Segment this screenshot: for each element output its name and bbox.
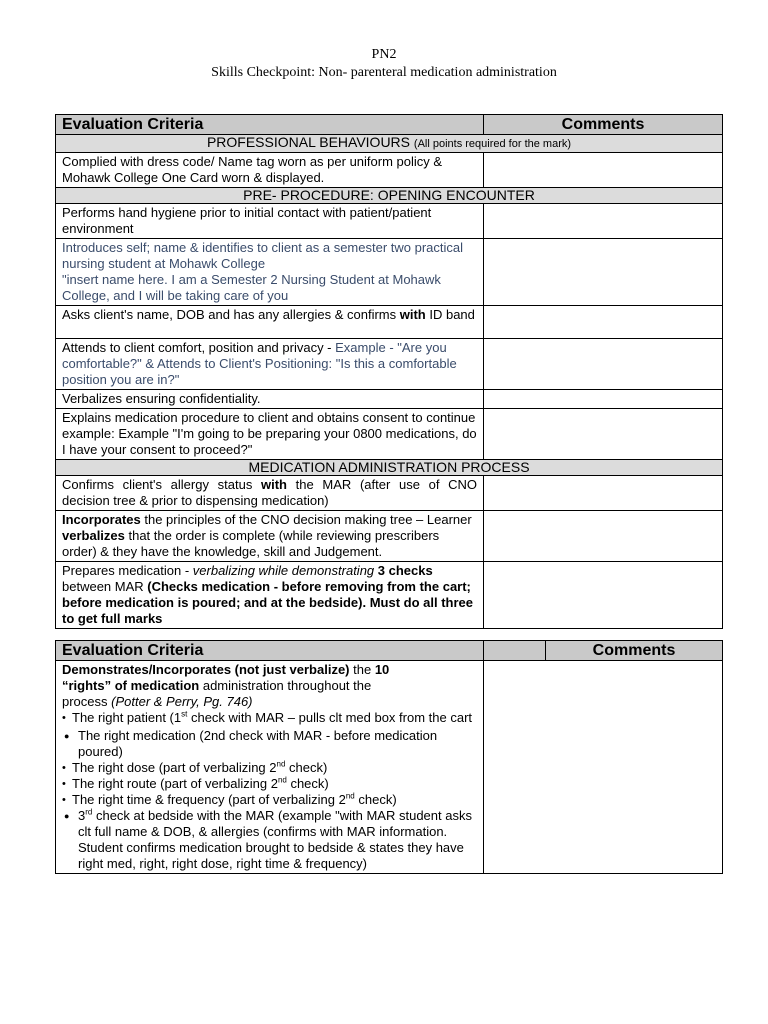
list-item <box>62 710 477 726</box>
table-header-row <box>56 641 723 661</box>
criteria-text: Introduces self; name & identifies to client as a semester two practical nursing student at Mohawk College <box>62 240 464 271</box>
emphasis-text: with <box>261 477 287 492</box>
comments-cell[interactable] <box>484 661 723 874</box>
emphasis-text: verbalizes <box>62 528 125 543</box>
column-header-comments: Comments <box>484 115 723 135</box>
column-header-comments: Comments <box>546 641 723 661</box>
section-note: (All points required for the mark) <box>413 138 572 150</box>
column-header-criteria: Evaluation Criteria <box>56 641 484 661</box>
criteria-text: ID band <box>425 307 475 322</box>
table-row <box>56 562 723 629</box>
comments-cell[interactable] <box>484 390 723 409</box>
rights-list <box>62 710 477 872</box>
table-row <box>56 661 723 874</box>
list-item-text: check) <box>286 776 329 791</box>
column-header-blank <box>484 641 546 661</box>
section-row <box>56 460 723 476</box>
evaluation-table-1 <box>55 114 723 629</box>
section-medication-administration: MEDICATION ADMINISTRATION PROCESS <box>56 460 723 476</box>
emphasis-text: Demonstrates/Incorporates (not just verbalize) <box>62 662 350 677</box>
criteria-text: Attends to client comfort, position and privacy - <box>62 340 336 355</box>
table-row <box>56 339 723 390</box>
document-title: Skills Checkpoint: Non- parenteral medication administration <box>211 65 557 80</box>
criteria-script-text: "insert name here. I am a Semester 2 Nursing Student at Mohawk College, and I will be taking care of you <box>62 272 441 303</box>
comments-cell[interactable] <box>484 511 723 562</box>
comments-cell[interactable] <box>484 562 723 629</box>
criteria-text: the MAR (after use of CNO decision tree & prior to dispensing medication) <box>62 477 478 508</box>
list-item-text: The right patient (1 <box>72 710 182 725</box>
criteria-text: between MAR <box>62 579 148 594</box>
table-row <box>56 511 723 562</box>
comments-cell[interactable] <box>484 306 723 339</box>
table-row <box>56 409 723 460</box>
section-professional-behaviours <box>56 135 723 153</box>
emphasis-text: (Checks medication - before removing from the cart; before medication is poured; and at the bedside). Must do all three to get full marks <box>62 579 473 626</box>
emphasis-text: Incorporates <box>62 512 141 527</box>
criteria-cell: Explains medication procedure to client and obtains consent to continue example: Example "I'm going to be preparing your 0800 medications, do I have your consent to proceed?" <box>56 409 484 460</box>
list-item-text: check) <box>354 792 397 807</box>
comments-cell[interactable] <box>484 409 723 460</box>
comments-cell[interactable] <box>484 204 723 239</box>
column-header-criteria: Evaluation Criteria <box>56 115 484 135</box>
evaluation-table-2 <box>55 640 723 874</box>
table-header-row <box>56 115 723 135</box>
emphasis-text: with <box>399 307 426 322</box>
table-row <box>56 306 723 339</box>
list-item-text: The right time & frequency (part of verbalizing 2 <box>72 792 346 807</box>
table-row <box>56 239 723 306</box>
superscript: st <box>181 709 188 719</box>
criteria-cell <box>56 476 484 511</box>
comments-cell[interactable] <box>484 476 723 511</box>
citation-text: (Potter & Perry, Pg. 746) <box>111 694 253 709</box>
list-item-text: The right route (part of verbalizing 2 <box>72 776 278 791</box>
criteria-cell <box>56 511 484 562</box>
criteria-example-text: Example - "Are you comfortable?" & Attends to Client's Positioning: "Is this a comfortable position you are in?" <box>62 340 457 387</box>
criteria-text: administration throughout the process <box>62 678 372 709</box>
criteria-cell <box>56 562 484 629</box>
emphasis-text: 3 checks <box>377 563 433 578</box>
italic-text: verbalizing while demonstrating <box>192 563 378 578</box>
table-row <box>56 476 723 511</box>
rights-intro <box>62 662 477 710</box>
list-item <box>62 808 477 872</box>
list-item-text: The right dose (part of verbalizing 2 <box>72 760 277 775</box>
criteria-cell: Complied with dress code/ Name tag worn as per uniform policy & Mohawk College One Card worn & displayed. <box>56 153 484 188</box>
criteria-text: that the order is complete (while reviewing prescribers order) & they have the knowledge, skill and Judgement. <box>62 528 440 559</box>
criteria-text: the <box>349 662 375 677</box>
list-item-text: check) <box>285 760 328 775</box>
list-item-text: check with MAR – pulls clt med box from the cart <box>187 710 473 725</box>
criteria-cell <box>56 339 484 390</box>
superscript: nd <box>345 791 355 801</box>
document-code: PN2 <box>371 47 397 62</box>
list-item-text: The right medication (2nd check with MAR - before medication poured) <box>78 728 438 759</box>
list-item-text: 3 <box>78 808 86 823</box>
criteria-cell <box>56 239 484 306</box>
criteria-cell: Performs hand hygiene prior to initial contact with patient/patient environment <box>56 204 484 239</box>
criteria-text: Confirms client's allergy status <box>62 477 261 492</box>
criteria-cell: Verbalizes ensuring confidentiality. <box>56 390 484 409</box>
list-item <box>62 792 477 808</box>
section-title: PROFESSIONAL BEHAVIOURS <box>206 134 411 150</box>
superscript: rd <box>85 807 93 817</box>
list-item <box>62 776 477 792</box>
list-item <box>62 728 477 760</box>
comments-cell[interactable] <box>484 339 723 390</box>
criteria-text: Prepares medication - <box>62 563 193 578</box>
section-row <box>56 188 723 204</box>
section-row <box>56 135 723 153</box>
table-row <box>56 153 723 188</box>
list-item <box>62 760 477 776</box>
table-row <box>56 204 723 239</box>
section-pre-procedure: PRE- PROCEDURE: OPENING ENCOUNTER <box>56 188 723 204</box>
emphasis-text: 10 “rights” of medication <box>62 662 390 693</box>
comments-cell[interactable] <box>484 239 723 306</box>
criteria-text: the principles of the CNO decision making tree – Learner <box>140 512 472 527</box>
list-item-text: check at bedside with the MAR (example "with MAR student asks clt full name & DOB, & allergies (confirms with MAR information. Student confirms medication brought to bedside & states they have right med, right, right dose, right time & frequency) <box>78 808 472 871</box>
superscript: nd <box>277 775 287 785</box>
criteria-cell <box>56 306 484 339</box>
table-row <box>56 390 723 409</box>
superscript: nd <box>276 759 286 769</box>
criteria-cell <box>56 661 484 874</box>
criteria-text: Asks client's name, DOB and has any allergies & confirms <box>62 307 400 322</box>
comments-cell[interactable] <box>484 153 723 188</box>
